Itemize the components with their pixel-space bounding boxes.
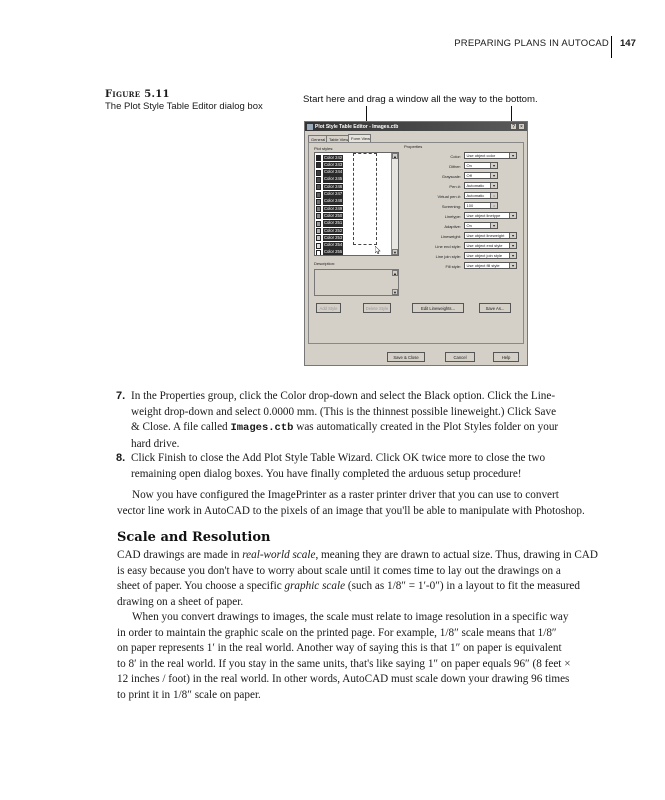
p2-line-1: When you convert drawings to images, the scale must relate to image resolution in a specific way: [132, 611, 569, 623]
property-label: Line join style:: [435, 253, 461, 259]
plot-style-name: Color 254: [324, 242, 343, 248]
dropdown-arrow-icon[interactable]: ▼: [490, 163, 497, 169]
plot-style-name: Color 243: [324, 161, 343, 167]
color-swatch: [316, 221, 321, 227]
description-scroll-down-icon[interactable]: ▼: [393, 290, 397, 295]
dropdown-arrow-icon[interactable]: ▼: [509, 243, 516, 249]
property-row: [404, 172, 520, 180]
plot-styles-scrollbar[interactable]: [391, 153, 398, 255]
property-value: Use object color: [466, 153, 496, 158]
tab-form-view[interactable]: Form View: [348, 134, 371, 142]
property-row: [404, 152, 520, 160]
color-swatch: [316, 177, 321, 183]
property-row: [404, 252, 520, 260]
property-dropdown[interactable]: [464, 232, 517, 239]
summary-paragraph: [117, 488, 617, 519]
step-8-line-1: Click Finish to close the Add Plot Style Table Wizard. Click OK twice more to close the two: [131, 452, 546, 464]
property-row: [404, 182, 520, 190]
dropdown-arrow-icon[interactable]: ▼: [509, 253, 516, 259]
color-swatch: [316, 199, 321, 205]
app-icon: [307, 124, 313, 130]
color-swatch: [316, 162, 321, 168]
figure-caption: [105, 89, 280, 113]
step-8: [116, 451, 611, 482]
color-swatch: [316, 206, 321, 212]
color-swatch: [316, 235, 321, 241]
property-value: 100: [466, 203, 474, 208]
dropdown-arrow-icon[interactable]: ▼: [490, 183, 497, 189]
property-value: Use object fill style: [466, 263, 500, 268]
description-field[interactable]: [314, 269, 399, 296]
p1-text: (such as 1/8″ = 1′-0″) in a layout to fit the measured: [345, 580, 580, 593]
step-7-text: was automatically created in the Plot Styles folder on your: [293, 421, 559, 434]
property-dropdown[interactable]: [464, 182, 498, 189]
figure-label: Figure 5.11: [105, 89, 170, 100]
plot-style-name: Color 253: [324, 234, 343, 240]
property-value: On: [466, 223, 472, 228]
property-dropdown[interactable]: [464, 162, 498, 169]
figure-callout: Start here and drag a window all the way to the bottom.: [303, 94, 538, 105]
delete-style-button[interactable]: Delete Style: [363, 303, 391, 313]
section-heading: Scale and Resolution: [117, 530, 271, 545]
property-dropdown[interactable]: [464, 212, 517, 219]
step-number: 7.: [116, 390, 126, 402]
property-value: Use object linetype: [466, 213, 501, 218]
property-label: Lineweight:: [440, 233, 461, 239]
property-row: [404, 222, 520, 230]
plot-style-name: Color 242: [324, 154, 343, 160]
dropdown-arrow-icon[interactable]: ▼: [509, 153, 516, 159]
color-swatch: [316, 170, 321, 176]
property-value: On: [466, 163, 472, 168]
description-label: Description:: [314, 261, 336, 266]
p2-line-2: in order to maintain the graphic scale on the printed page. For example, 1/8″ scale means that 1/8″: [117, 626, 557, 639]
section-paragraph-2: [117, 610, 617, 704]
property-label: Linetype:: [444, 213, 461, 219]
property-value: Use object join style: [466, 253, 503, 258]
plot-style-name: Color 249: [324, 205, 343, 211]
property-dropdown[interactable]: [464, 252, 517, 259]
running-header: [0, 36, 665, 56]
property-dropdown[interactable]: [464, 222, 498, 229]
property-value: Automatic: [466, 183, 485, 188]
dialog-title: Plot Style Table Editor - Images.ctb: [315, 123, 399, 130]
property-dropdown[interactable]: [464, 152, 517, 159]
property-row: [404, 232, 520, 240]
scroll-down-arrow-icon[interactable]: ▼: [393, 250, 397, 255]
property-row: [404, 242, 520, 250]
p1-emphasis: graphic scale: [284, 580, 346, 593]
property-value: Use object lineweight: [466, 233, 505, 238]
figure-caption-text: The Plot Style Table Editor dialog box: [105, 101, 263, 112]
drag-selection-window: [353, 153, 377, 245]
p2-line-5: 12 inches / foot) in the real world. In other words, AutoCAD must scale down your drawing 96 times: [117, 673, 570, 686]
step-8-line-2: remaining open dialog boxes. You have finally completed the arduous setup procedure!: [131, 467, 522, 480]
spinner-arrows-icon[interactable]: ↕: [490, 203, 497, 209]
property-row: [404, 202, 520, 210]
p1-text: sheet of paper. You choose a specific: [117, 580, 285, 593]
dropdown-arrow-icon[interactable]: ▼: [509, 233, 516, 239]
dropdown-arrow-icon[interactable]: ▼: [509, 263, 516, 269]
page-number: 147: [620, 38, 636, 49]
color-swatch: [316, 243, 321, 249]
color-swatch: [316, 250, 321, 256]
p1-line-4: drawing on a sheet of paper.: [117, 595, 244, 608]
step-7-text: & Close. A file called: [131, 421, 231, 434]
plot-style-name: Color 245: [324, 176, 343, 182]
plot-style-name: Color 246: [324, 183, 343, 189]
plot-style-name: Color 252: [324, 227, 343, 233]
color-swatch: [316, 184, 321, 190]
p1-line-2: is easy because you don't have to worry about scale until it comes time to lay out the drawings on a: [117, 564, 561, 577]
p1-emphasis: real-world scale: [242, 549, 316, 561]
plot-style-name: Color 247: [324, 191, 343, 196]
color-swatch: [316, 192, 321, 198]
cancel-button[interactable]: Cancel: [445, 352, 475, 362]
help-button[interactable]: Help: [493, 352, 519, 362]
save-as-button[interactable]: Save As...: [479, 303, 511, 313]
property-label: Screening:: [441, 203, 461, 209]
property-value: Use object end style: [466, 243, 503, 248]
scroll-up-arrow-icon[interactable]: ▲: [393, 154, 397, 159]
property-label: Virtual pen #:: [437, 193, 461, 199]
p2-line-3: on paper represents 1′ in the real world. Another way of saying this is that 1″ on paper is equivalent: [117, 642, 562, 655]
color-swatch: [316, 213, 321, 219]
property-label: Grayscale:: [441, 173, 461, 179]
p1-text: , meaning they are drawn to actual size. Thus, drawing in CAD: [315, 549, 598, 561]
dropdown-arrow-icon[interactable]: ▼: [509, 213, 516, 219]
step-7-line-4: hard drive.: [131, 437, 180, 450]
property-dropdown[interactable]: [464, 262, 517, 269]
step-7-line-1: In the Properties group, click the Color drop-down and select the Black option. Click the Line-: [131, 390, 556, 402]
property-row: [404, 262, 520, 270]
help-icon[interactable]: ?: [510, 123, 517, 130]
description-scroll-up-icon[interactable]: ▲: [393, 271, 397, 276]
plot-style-name: Color 255: [324, 249, 343, 255]
property-row: [404, 212, 520, 220]
property-dropdown[interactable]: [464, 172, 498, 179]
file-name-code: Images.ctb: [230, 422, 294, 435]
property-label: Line end style:: [435, 243, 461, 249]
tab-general[interactable]: General: [308, 135, 327, 142]
running-header-title: PREPARING PLANS IN AUTOCAD: [454, 38, 609, 49]
property-label: Dither:: [449, 163, 461, 169]
property-label: Fill style:: [445, 263, 461, 269]
property-label: Pen #:: [449, 183, 461, 189]
spinner-arrows-icon[interactable]: ↕: [490, 193, 497, 199]
dropdown-arrow-icon[interactable]: ▼: [490, 173, 497, 179]
p1-text: CAD drawings are made in: [117, 549, 243, 561]
running-header-divider: [611, 36, 612, 58]
plot-style-name: Color 250: [324, 212, 343, 218]
form-view-panel: [308, 142, 524, 344]
close-icon[interactable]: ×: [518, 123, 525, 130]
plot-styles-label: Plot styles:: [314, 146, 334, 151]
edit-lineweights-button[interactable]: Edit Lineweights...: [412, 303, 464, 313]
summary-line-1: Now you have configured the ImagePrinter as a raster printer driver that you can use to convert: [132, 489, 559, 501]
summary-line-2: vector line work in AutoCAD to the pixels of an image that you'll be able to manipulate with Photoshop.: [117, 504, 585, 517]
step-number: 8.: [116, 452, 126, 464]
plot-style-name: Color 251: [324, 220, 343, 226]
property-value: Off: [466, 173, 472, 178]
plot-style-name: Color 248: [324, 198, 343, 204]
p2-line-4: to 8′ in the real world. If you stay in the same units, that's like saying 1″ on paper equals 96″ (8 feet ×: [117, 657, 571, 670]
property-dropdown[interactable]: [464, 192, 498, 199]
property-dropdown[interactable]: [464, 242, 517, 249]
color-swatch: [316, 155, 321, 161]
property-label: Color:: [450, 153, 461, 159]
property-dropdown[interactable]: [464, 202, 498, 209]
add-style-button[interactable]: Add Style: [316, 303, 341, 313]
property-row: [404, 192, 520, 200]
property-row: [404, 162, 520, 170]
property-value: Automatic: [466, 193, 485, 198]
dialog-titlebar: [305, 122, 527, 131]
property-label: Adaptive:: [444, 223, 461, 229]
plot-style-name: Color 244: [324, 169, 343, 175]
p2-line-6: to print it in 1/8″ scale on paper.: [117, 688, 261, 701]
mouse-cursor-icon: [375, 246, 381, 254]
step-7-line-3: [131, 420, 611, 437]
plot-style-table-editor-dialog: [304, 121, 528, 366]
color-swatch: [316, 228, 321, 234]
save-close-button[interactable]: Save & Close: [387, 352, 425, 362]
properties-group-label: Properties: [404, 144, 423, 149]
dropdown-arrow-icon[interactable]: ▼: [490, 223, 497, 229]
step-7: [116, 389, 611, 452]
section-paragraph-1: [117, 548, 617, 610]
tab-table-view[interactable]: Table View: [326, 135, 349, 142]
step-7-line-2: weight drop-down and select 0.0000 mm. (This is the thinnest possible lineweight.) Click Save: [131, 405, 557, 418]
p1-line-3: [117, 579, 617, 595]
p1-line-1: [117, 548, 617, 564]
properties-group: [404, 149, 520, 294]
